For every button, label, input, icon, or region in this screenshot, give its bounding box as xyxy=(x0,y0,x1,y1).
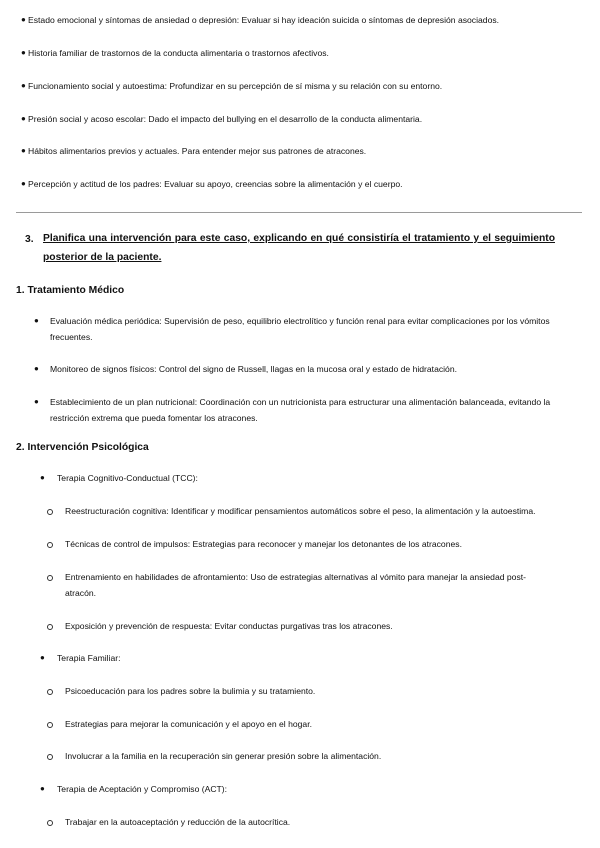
sub-bullet-circle xyxy=(47,820,53,826)
sub-bullet-circle xyxy=(47,509,53,515)
bullet-dot: ● xyxy=(40,784,45,793)
sub-bullet-circle xyxy=(47,575,53,581)
list-item: Monitoreo de signos físicos: Control del signo de Russell, llagas en la mucosa oral y estado de hidratación. xyxy=(50,364,457,374)
sub-bullet-circle xyxy=(47,542,53,548)
subsection-label-act: Terapia de Aceptación y Compromiso (ACT): xyxy=(57,784,228,794)
list-item: Evaluación médica periódica: Supervisión de peso, equilibrio electrolítico y función renal para evitar complicaciones por los vómitos frecuentes. xyxy=(50,316,550,342)
list-item: Presión social y acoso escolar: Dado el impacto del bullying en el desarrollo de la conducta alimentaria. xyxy=(28,114,423,124)
list-item: Técnicas de control de impulsos: Estrategias para reconocer y manejar los detonantes de los atracones. xyxy=(65,539,462,549)
list-item: Exposición y prevención de respuesta: Evitar conductas purgativas tras los atracones. xyxy=(65,621,393,631)
list-item: Establecimiento de un plan nutricional: Coordinación con un nutricionista para estructurar una alimentación balanceada, evitando la restricción extrema que pueda fomentar los atracones. xyxy=(50,397,551,423)
bullet-dot: ● xyxy=(21,48,26,57)
question-text: Planifica una intervención para este caso, explicando en qué consistiría el tratamiento y el seguimiento posterior de la paciente. xyxy=(43,233,555,263)
list-item: Trabajar en la autoaceptación y reducción de la autocrítica. xyxy=(65,817,291,827)
list-item: Historia familiar de trastornos de la conducta alimentaria o trastornos afectivos. xyxy=(28,48,329,58)
list-item: Reestructuración cognitiva: Identificar y modificar pensamientos automáticos sobre el peso, la alimentación y la autoestima. xyxy=(65,506,536,516)
bullet-dot: ● xyxy=(21,146,26,155)
bullet-dot: ● xyxy=(34,397,39,406)
list-item: Hábitos alimentarios previos y actuales. Para entender mejor sus patrones de atracones. xyxy=(28,146,367,156)
list-item: Estrategias para mejorar la comunicación y el apoyo en el hogar. xyxy=(65,719,312,729)
bullet-dot: ● xyxy=(40,653,45,662)
question-number: 3. xyxy=(25,234,34,245)
bullet-dot: ● xyxy=(21,81,26,90)
horizontal-divider xyxy=(16,212,582,213)
list-item: Psicoeducación para los padres sobre la bulimia y su tratamiento. xyxy=(65,686,316,696)
bullet-dot: ● xyxy=(21,15,26,24)
section-heading-intervencion-psicologica: 2. Intervención Psicológica xyxy=(16,442,149,453)
bullet-dot: ● xyxy=(21,179,26,188)
bullet-dot: ● xyxy=(21,114,26,123)
sub-bullet-circle xyxy=(47,722,53,728)
sub-bullet-circle xyxy=(47,624,53,630)
list-item: Estado emocional y síntomas de ansiedad o depresión: Evaluar si hay ideación suicida o síntomas de depresión asociados. xyxy=(28,15,500,25)
subsection-label-familiar: Terapia Familiar: xyxy=(57,653,121,663)
sub-bullet-circle xyxy=(47,754,53,760)
bullet-dot: ● xyxy=(34,364,39,373)
list-item: Percepción y actitud de los padres: Evaluar su apoyo, creencias sobre la alimentación y el cuerpo. xyxy=(28,179,403,189)
list-item: Funcionamiento social y autoestima: Profundizar en su percepción de sí misma y su relación con su entorno. xyxy=(28,81,443,91)
sub-bullet-circle xyxy=(47,689,53,695)
list-item: Entrenamiento en habilidades de afrontamiento: Uso de estrategias alternativas al vómito para manejar la ansiedad post-atracón. xyxy=(65,572,526,598)
section-heading-tratamiento-medico: 1. Tratamiento Médico xyxy=(16,285,125,296)
bullet-dot: ● xyxy=(34,316,39,325)
bullet-dot: ● xyxy=(40,473,45,482)
list-item: Involucrar a la familia en la recuperación sin generar presión sobre la alimentación. xyxy=(65,751,382,761)
subsection-label-tcc: Terapia Cognitivo-Conductual (TCC): xyxy=(57,473,198,483)
